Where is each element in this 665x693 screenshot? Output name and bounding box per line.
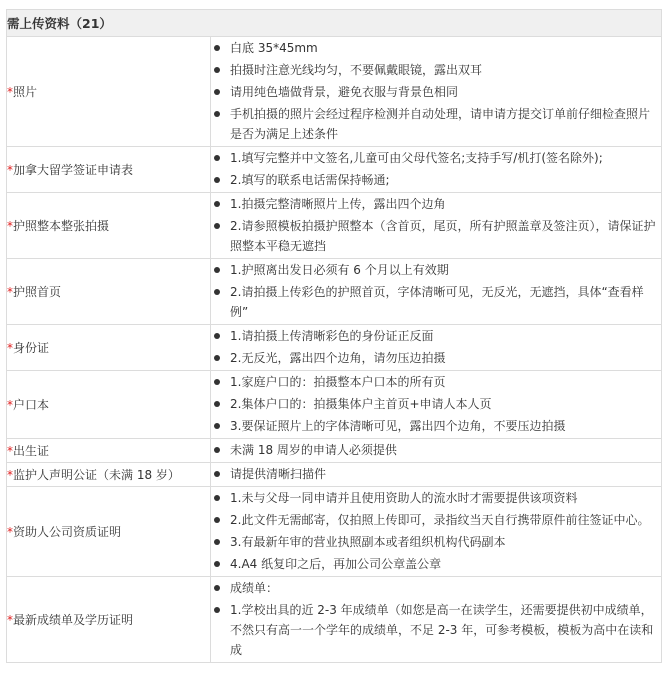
document-label-cell <box>7 463 211 487</box>
bullet-icon <box>214 447 220 453</box>
bullet-icon <box>214 267 220 273</box>
requirement-text: 白底 35*45mm <box>230 41 318 55</box>
bullet-icon <box>214 401 220 407</box>
bullet-icon <box>214 355 220 361</box>
list-item <box>211 416 661 436</box>
document-label: 最新成绩单及学历证明 <box>13 613 134 627</box>
required-asterisk: * <box>7 85 13 99</box>
table-header-row <box>7 10 662 37</box>
list-item <box>211 554 661 574</box>
bullet-icon <box>214 561 220 567</box>
required-asterisk: * <box>7 163 13 177</box>
requirements-cell <box>211 439 662 463</box>
requirements-cell <box>211 193 662 259</box>
requirement-text: 1.家庭户口的：拍摄整本户口本的所有页 <box>230 375 446 389</box>
requirements-cell <box>211 325 662 371</box>
bullet-icon <box>214 89 220 95</box>
requirement-text: 1.未与父母一同申请并且使用资助人的流水时才需要提供该项资料 <box>230 491 578 505</box>
document-label-cell <box>7 259 211 325</box>
bullet-icon <box>214 471 220 477</box>
bullet-icon <box>214 423 220 429</box>
table-row <box>7 193 662 259</box>
document-label-cell <box>7 325 211 371</box>
document-label: 资助人公司资质证明 <box>13 525 122 539</box>
requirement-text: 未满 18 周岁的申请人必须提供 <box>230 443 397 457</box>
document-label-cell <box>7 37 211 147</box>
bullet-icon <box>214 223 220 229</box>
list-item <box>211 372 661 392</box>
bullet-icon <box>214 539 220 545</box>
list-item <box>211 38 661 58</box>
requirement-text: 2.填写的联系电话需保持畅通; <box>230 173 390 187</box>
requirement-text: 1.填写完整并中文签名,儿童可由父母代签名;支持手写/机打(签名除外); <box>230 151 603 165</box>
list-item <box>211 60 661 80</box>
table-row <box>7 487 662 577</box>
list-item <box>211 104 661 144</box>
document-label: 护照整本整张拍摄 <box>13 219 110 233</box>
table-title: 需上传资料（21） <box>7 10 662 37</box>
requirement-text: 手机拍摄的照片会经过程序检测并自动处理，请申请方提交订单前仔细检查照片是否为满足上述条件 <box>230 107 651 141</box>
document-label-cell <box>7 371 211 439</box>
document-label: 护照首页 <box>13 285 62 299</box>
requirement-text: 1.护照离出发日必须有 6 个月以上有效期 <box>230 263 449 277</box>
list-item <box>211 510 661 530</box>
table-row <box>7 37 662 147</box>
bullet-icon <box>214 517 220 523</box>
requirement-text: 成绩单： <box>230 581 279 595</box>
table-row <box>7 463 662 487</box>
document-label-cell <box>7 577 211 663</box>
document-label-cell <box>7 439 211 463</box>
document-label-cell <box>7 147 211 193</box>
required-asterisk: * <box>7 468 13 482</box>
requirement-text: 2.无反光，露出四个边角，请勿压边拍摄 <box>230 351 446 365</box>
bullet-icon <box>214 67 220 73</box>
list-item <box>211 578 661 598</box>
list-item <box>211 464 661 484</box>
list-item <box>211 488 661 508</box>
bullet-icon <box>214 379 220 385</box>
list-item <box>211 440 661 460</box>
required-asterisk: * <box>7 444 13 458</box>
bullet-icon <box>214 585 220 591</box>
document-label: 监护人声明公证（未满 18 岁） <box>13 468 180 482</box>
required-asterisk: * <box>7 613 13 627</box>
requirements-cell <box>211 371 662 439</box>
list-item <box>211 282 661 322</box>
bullet-icon <box>214 177 220 183</box>
list-item <box>211 600 661 660</box>
bullet-icon <box>214 201 220 207</box>
requirement-text: 1.请拍摄上传清晰彩色的身份证正反面 <box>230 329 434 343</box>
bullet-icon <box>214 607 220 613</box>
requirements-cell <box>211 577 662 663</box>
list-item <box>211 348 661 368</box>
table-row <box>7 259 662 325</box>
list-item <box>211 170 661 190</box>
requirements-cell <box>211 463 662 487</box>
list-item <box>211 194 661 214</box>
requirements-cell <box>211 37 662 147</box>
document-label: 身份证 <box>13 341 50 355</box>
requirements-cell <box>211 147 662 193</box>
list-item <box>211 216 661 256</box>
bullet-icon <box>214 289 220 295</box>
bullet-icon <box>214 495 220 501</box>
document-label-cell <box>7 487 211 577</box>
bullet-icon <box>214 111 220 117</box>
required-asterisk: * <box>7 341 13 355</box>
list-item <box>211 532 661 552</box>
document-label: 出生证 <box>13 444 50 458</box>
table-row <box>7 577 662 663</box>
requirements-cell <box>211 259 662 325</box>
table-row <box>7 439 662 463</box>
list-item <box>211 260 661 280</box>
required-asterisk: * <box>7 285 13 299</box>
requirement-text: 拍摄时注意光线均匀，不要佩戴眼镜，露出双耳 <box>230 63 483 77</box>
list-item <box>211 148 661 168</box>
requirement-text: 1.学校出具的近 2-3 年成绩单（如您是高一在读学生，还需要提供初中成绩单，不然只有高一一个学年的成绩单，不足 2-3 年，可参考模板，模板为高中在读和成 <box>230 603 654 657</box>
requirements-cell <box>211 487 662 577</box>
table-row <box>7 371 662 439</box>
list-item <box>211 326 661 346</box>
list-item <box>211 394 661 414</box>
requirement-text: 2.集体户口的：拍摄集体户主首页+申请人本人页 <box>230 397 492 411</box>
requirement-text: 3.有最新年审的营业执照副本或者组织机构代码副本 <box>230 535 506 549</box>
requirement-text: 请用纯色墙做背景，避免衣服与背景色相同 <box>230 85 459 99</box>
required-asterisk: * <box>7 398 13 412</box>
requirement-text: 2.请拍摄上传彩色的护照首页，字体清晰可见，无反光，无遮挡，具体“查看样例” <box>230 285 644 319</box>
document-label: 加拿大留学签证申请表 <box>13 163 134 177</box>
bullet-icon <box>214 155 220 161</box>
required-documents-table <box>6 9 662 663</box>
required-asterisk: * <box>7 219 13 233</box>
requirement-text: 2.此文件无需邮寄，仅拍照上传即可，录指纹当天自行携带原件前往签证中心。 <box>230 513 650 527</box>
requirement-text: 4.A4 纸复印之后，再加公司公章盖公章 <box>230 557 442 571</box>
document-label: 照片 <box>13 85 38 99</box>
requirement-text: 3.要保证照片上的字体清晰可见，露出四个边角，不要压边拍摄 <box>230 419 566 433</box>
document-label-cell <box>7 193 211 259</box>
table-row <box>7 147 662 193</box>
table-row <box>7 325 662 371</box>
bullet-icon <box>214 333 220 339</box>
bullet-icon <box>214 45 220 51</box>
list-item <box>211 82 661 102</box>
requirement-text: 1.拍摄完整清晰照片上传，露出四个边角 <box>230 197 446 211</box>
requirement-text: 请提供清晰扫描件 <box>230 467 327 481</box>
required-asterisk: * <box>7 525 13 539</box>
requirement-text: 2.请参照模板拍摄护照整本（含首页，尾页，所有护照盖章及签注页），请保证护照整本平稳无遮挡 <box>230 219 656 253</box>
document-label: 户口本 <box>13 398 50 412</box>
